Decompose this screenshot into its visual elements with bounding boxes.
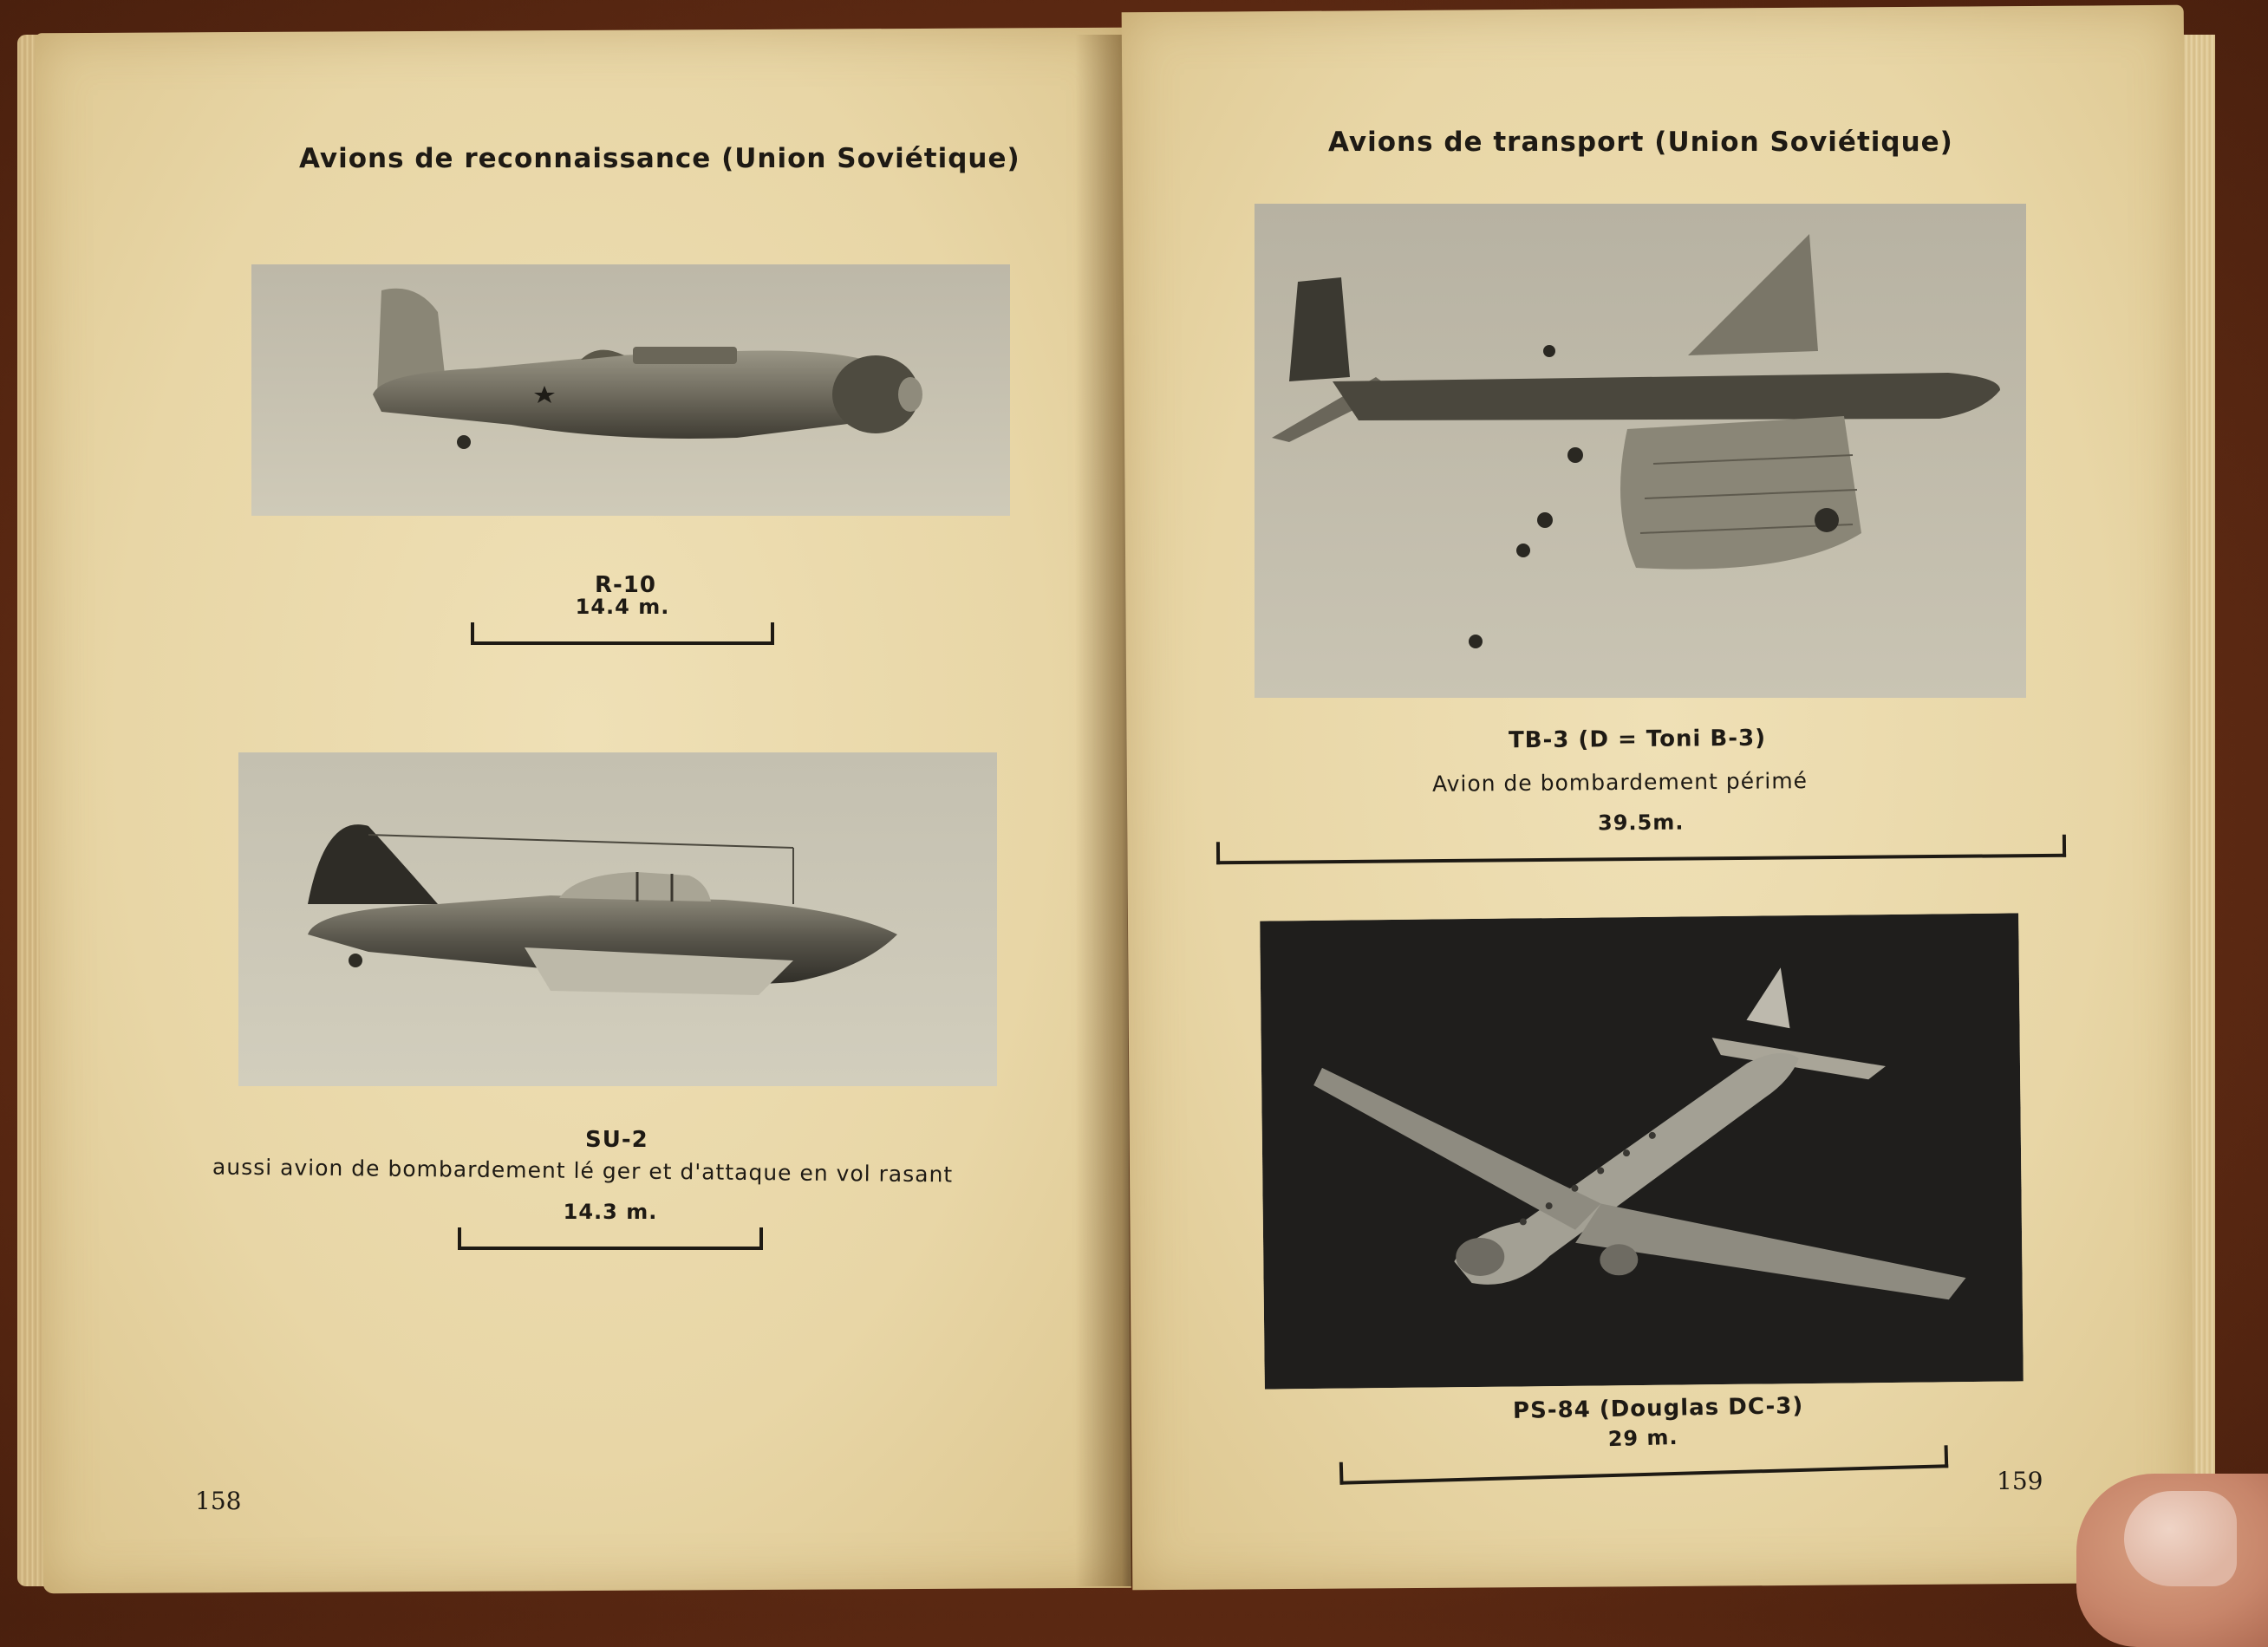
r10-label: R-10 (595, 572, 656, 598)
right-page-heading: Avions de transport (Union Soviétique) (1328, 127, 1953, 158)
left-page-heading: Avions de reconnaissance (Union Soviétique) (299, 143, 1020, 174)
su2-photo (238, 752, 997, 1086)
r10-span: 14.4 m. (575, 595, 670, 619)
ps84-label: PS-84 (Douglas DC-3) (1512, 1393, 1804, 1424)
thumbnail-nail (2124, 1491, 2237, 1586)
su2-label: SU-2 (585, 1127, 648, 1153)
ps84-span: 29 m. (1607, 1424, 1678, 1452)
right-page-number: 159 (1997, 1467, 2043, 1495)
tb3-span: 39.5m. (1597, 810, 1685, 836)
r10-photo (251, 264, 1010, 516)
tb3-note: Avion de bombardement périmé (1431, 768, 1809, 797)
su2-note: aussi avion de bombardement lé ger et d'attaque en vol rasant (212, 1154, 954, 1188)
left-page-number: 158 (195, 1487, 242, 1515)
su2-span: 14.3 m. (563, 1200, 658, 1224)
r10-scale-bar (471, 595, 774, 645)
tb3-label: TB-3 (D = Toni B-3) (1508, 725, 1767, 754)
su2-scale-bar (458, 1200, 763, 1250)
ps84-photo (1260, 913, 2024, 1389)
tb3-photo (1255, 204, 2026, 698)
